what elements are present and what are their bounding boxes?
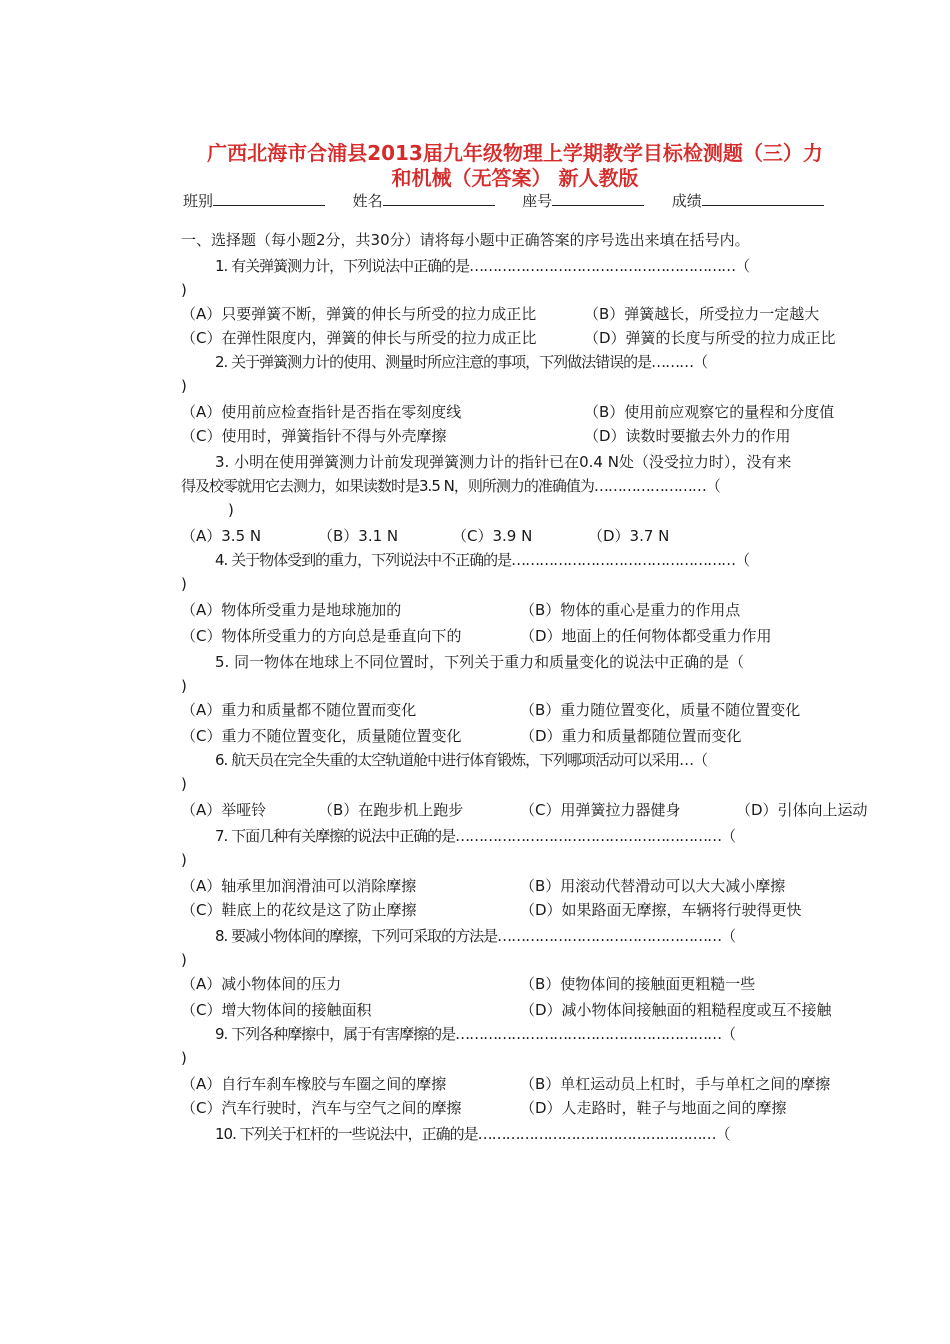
question-stem-continued: 得及校零就用它去测力，如果读数时是3.5 N，则所测力的准确值为……………………（ (181, 477, 720, 495)
question-stem: 10. 下列关于杠杆的一些说法中，正确的是……………………………………………（ (215, 1125, 730, 1143)
question-stem: 1. 有关弹簧测力计，下列说法中正确的是…………………………………………………（ (215, 257, 750, 275)
question-stem: 5. 同一物体在地球上不同位置时，下列关于重力和质量变化的说法中正确的是（ (215, 653, 745, 671)
question-stem: 9. 下列各种摩擦中，属于有害摩擦的是…………………………………………………（ (215, 1025, 736, 1043)
name-blank[interactable] (383, 191, 495, 206)
option-b: （B）物体的重心是重力的作用点 (520, 601, 741, 619)
answer-paren-close: ) (181, 575, 187, 593)
option-d: （D）减小物体间接触面的粗糙程度或互不接触 (520, 1001, 832, 1019)
option-c: （C）鞋底上的花纹是这了防止摩擦 (181, 901, 417, 919)
name-label: 姓名 (352, 192, 383, 210)
student-info-line (183, 191, 824, 211)
option-d: （D）如果路面无摩擦，车辆将行驶得更快 (520, 901, 802, 919)
option-a: （A）减小物体间的压力 (181, 975, 342, 993)
seat-label: 座号 (522, 192, 553, 210)
class-blank[interactable] (213, 191, 325, 206)
answer-paren-close: ) (181, 1049, 187, 1067)
option-d: （D）地面上的任何物体都受重力作用 (520, 627, 772, 645)
option-b: （B）用滚动代替滑动可以大大减小摩擦 (520, 877, 786, 895)
answer-paren-close: ) (181, 377, 187, 395)
answer-paren-close: ) (228, 501, 234, 519)
question-stem: 3. 小明在使用弹簧测力计前发现弹簧测力计的指针已在0.4 N处（没受拉力时），没有来 (215, 453, 792, 471)
option-a: （A）只要弹簧不断，弹簧的伸长与所受的拉力成正比 (181, 305, 537, 323)
document-title-line2: 和机械（无答案） 新人教版 (391, 166, 639, 190)
question-stem: 7. 下面几种有关摩擦的说法中正确的是…………………………………………………（ (215, 827, 736, 845)
score-label: 成绩 (671, 192, 702, 210)
question-stem: 8. 要减小物体间的摩擦，下列可采取的方法是…………………………………………（ (215, 927, 736, 945)
answer-paren-close: ) (181, 281, 187, 299)
option-c: （C）增大物体间的接触面积 (181, 1001, 372, 1019)
option-a: （A）重力和质量都不随位置而变化 (181, 701, 417, 719)
option-c: （C）重力不随位置变化，质量随位置变化 (181, 727, 462, 745)
answer-paren-close: ) (181, 775, 187, 793)
option-b: （B）重力随位置变化，质量不随位置变化 (520, 701, 801, 719)
option-d: （D）读数时要撤去外力的作用 (584, 427, 791, 445)
option-a: （A）3.5 N (181, 527, 262, 545)
score-blank[interactable] (702, 191, 824, 206)
option-a: （A）轴承里加润滑油可以消除摩擦 (181, 877, 417, 895)
option-c: （C）3.9 N (452, 527, 533, 545)
answer-paren-close: ) (181, 851, 187, 869)
document-title-line1: 广西北海市合浦县2013届九年级物理上学期教学目标检测题（三）力 (207, 141, 823, 165)
option-d: （D）重力和质量都随位置而变化 (520, 727, 742, 745)
option-c: （C）在弹性限度内，弹簧的伸长与所受的拉力成正比 (181, 329, 537, 347)
option-d: （D）弹簧的长度与所受的拉力成正比 (584, 329, 836, 347)
option-c: （C）物体所受重力的方向总是垂直向下的 (181, 627, 462, 645)
option-d: （D）引体向上运动 (736, 801, 868, 819)
option-a: （A）举哑铃 (181, 801, 267, 819)
question-stem: 6. 航天员在完全失重的太空轨道舱中进行体育锻炼，下列哪项活动可以采用…（ (215, 751, 708, 769)
option-a: （A）自行车刹车橡胶与车圈之间的摩擦 (181, 1075, 447, 1093)
option-c: （C）汽车行驶时，汽车与空气之间的摩擦 (181, 1099, 462, 1117)
option-b: （B）在跑步机上跑步 (318, 801, 464, 819)
question-stem: 4. 关于物体受到的重力，下列说法中不正确的是…………………………………………（ (215, 551, 750, 569)
option-d: （D）3.7 N (588, 527, 670, 545)
option-a: （A）物体所受重力是地球施加的 (181, 601, 402, 619)
option-b: （B）弹簧越长，所受拉力一定越大 (584, 305, 820, 323)
option-d: （D）人走路时，鞋子与地面之间的摩擦 (520, 1099, 787, 1117)
answer-paren-close: ) (181, 951, 187, 969)
option-b: （B）3.1 N (318, 527, 399, 545)
question-stem: 2. 关于弹簧测力计的使用、测量时所应注意的事项，下列做法错误的是………（ (215, 353, 708, 371)
option-b: （B）使用前应观察它的量程和分度值 (584, 403, 835, 421)
section-heading: 一、选择题（每小题2分，共30分）请将每小题中正确答案的序号选出来填在括号内。 (181, 231, 750, 249)
option-c: （C）用弹簧拉力器健身 (520, 801, 681, 819)
seat-blank[interactable] (552, 191, 644, 206)
option-b: （B）使物体间的接触面更粗糙一些 (520, 975, 756, 993)
answer-paren-close: ) (181, 677, 187, 695)
option-c: （C）使用时，弹簧指针不得与外壳摩擦 (181, 427, 447, 445)
class-label: 班别 (183, 192, 214, 210)
option-b: （B）单杠运动员上杠时，手与单杠之间的摩擦 (520, 1075, 831, 1093)
option-a: （A）使用前应检查指针是否指在零刻度线 (181, 403, 462, 421)
